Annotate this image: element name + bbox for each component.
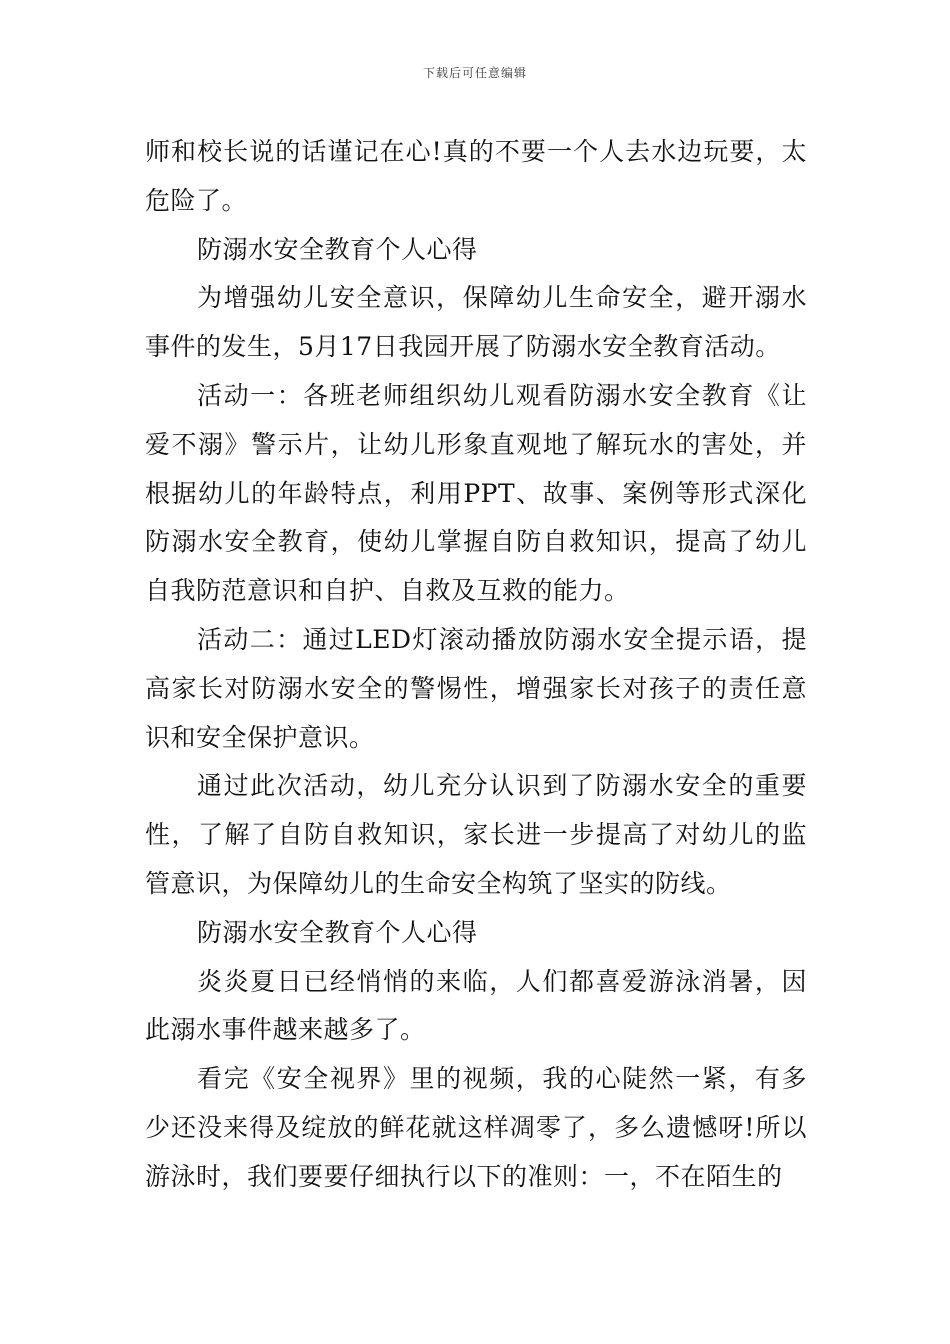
paragraph-conclusion: 通过此次活动，幼儿充分认识到了防溺水安全的重要性，了解了自防自救知识，家长进一步提高了对幼儿的监管意识，为保障幼儿的生命安全构筑了坚实的防线。 bbox=[145, 771, 807, 898]
section-heading: 防溺水安全教育个人心得 bbox=[197, 917, 478, 947]
paragraph-continuation: 师和校长说的话谨记在心!真的不要一个人去水边玩要，太危险了。 bbox=[145, 137, 807, 215]
paragraph-activity-two: 活动二：通过LED灯滚动播放防溺水安全提示语，提高家长对防溺水安全的警惕性，增强家长对孩子的责任意识和安全保护意识。 bbox=[145, 624, 807, 752]
section-heading: 防溺水安全教育个人心得 bbox=[197, 234, 478, 264]
paragraph: 看完《安全视界》里的视频，我的心陡然一紧，有多少还没来得及绽放的鲜花就这样凋零了，多么遗憾呀!所以游泳时，我们要要仔细执行以下的准则：一，不在陌生的 bbox=[145, 1064, 807, 1191]
paragraph: 炎炎夏日已经悄悄的来临，人们都喜爱游泳消暑，因此溺水事件越来越多了。 bbox=[145, 966, 807, 1045]
page-header-note: 下载后可任意编辑 bbox=[422, 66, 527, 80]
document-body bbox=[145, 128, 807, 1202]
paragraph-activity-one: 活动一：各班老师组织幼儿观看防溺水安全教育《让爱不溺》警示片，让幼儿形象直观地了解玩水的害处，并根据幼儿的年龄特点，利用PPT、故事、案例等形式深化防溺水安全教育，使幼儿掌握自防自救知识，提高了幼儿自我防范意识和自护、自救及互救的能力。 bbox=[145, 380, 807, 606]
paragraph: 为增强幼儿安全意识，保障幼儿生命安全，避开溺水事件的发生，5月17日我园开展了防溺水安全教育活动。 bbox=[145, 283, 807, 362]
